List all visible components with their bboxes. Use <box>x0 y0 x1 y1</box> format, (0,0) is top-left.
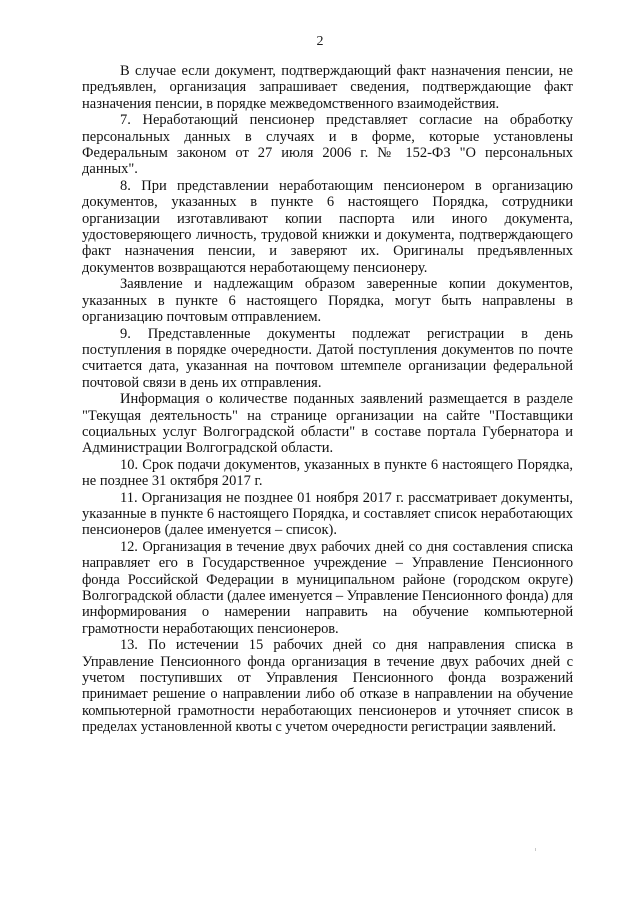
paragraph-pension-confirmation: В случае если документ, подтверждающий факт назначения пенсии, не предъявлен, организация запрашивает сведения, подтверждающие факт назначения пенсии, в порядке межведомственного взаимодействия. <box>82 63 573 112</box>
document-body <box>82 63 573 736</box>
scan-speck <box>535 848 536 851</box>
paragraph-postal-submission: Заявление и надлежащим образом заверенные копии документов, указанных в пункте 6 настоящего Порядка, могут быть направлены в организацию почтовым отправлением. <box>82 276 573 326</box>
paragraph-information-placement: Информация о количестве поданных заявлений размещается в разделе "Текущая деятельность" на странице организации на сайте "Поставщики социальных услуг Волгоградской области" в составе портала Губернатора и Администрации Волгоградской области. <box>82 391 573 457</box>
paragraph-item-9: 9. Представленные документы подлежат регистрации в день поступления в порядке очередности. Датой поступления документов по почте считается дата, указанная на почтовом штемпеле организации федеральной почтовой связи в день их отправления. <box>82 325 573 391</box>
paragraph-item-13: 13. По истечении 15 рабочих дней со дня направления списка в Управление Пенсионного фонда организация в течение двух рабочих дней с учетом поступивших от Управления Пенсионного фонда возражений принимает решение о направлении либо об отказе в направлении на обучение компьютерной грамотности неработающих пенсионеров и уточняет список в пределах установленной квоты с учетом очередности регистрации заявлений. <box>82 637 573 736</box>
paragraph-item-7: 7. Неработающий пенсионер представляет согласие на обработку персональных данных в случаях и в форме, которые установлены Федеральным законом от 27 июля 2006 г. № 152-ФЗ "О персональных данных". <box>82 112 573 178</box>
paragraph-item-12: 12. Организация в течение двух рабочих дней со дня составления списка направляет его в Государственное учреждение – Управление Пенсионного фонда Российской Федерации в муниципальном районе (городском округе) Волгоградской области (далее именуется – Управление Пенсионного фонда) для информирования о намерении направить на обучение компьютерной грамотности неработающих пенсионеров. <box>82 538 573 637</box>
page-number: 2 <box>316 34 324 49</box>
paragraph-item-8: 8. При представлении неработающим пенсионером в организацию документов, указанных в пункте 6 настоящего Порядка, сотрудники организации изготавливают копии паспорта или иного документа, удостоверяющего личность, трудовой книжки и документа, подтверждающего факт назначения пенсии, и заверяют их. Оригиналы предъявленных документов возвращаются неработающему пенсионеру. <box>82 177 573 276</box>
paragraph-item-10: 10. Срок подачи документов, указанных в пункте 6 настоящего Порядка, не позднее 31 октября 2017 г. <box>82 456 573 490</box>
paragraph-item-11: 11. Организация не позднее 01 ноября 2017 г. рассматривает документы, указанные в пункте 6 настоящего Порядка, и составляет список неработающих пенсионеров (далее именуется – список). <box>82 489 573 539</box>
